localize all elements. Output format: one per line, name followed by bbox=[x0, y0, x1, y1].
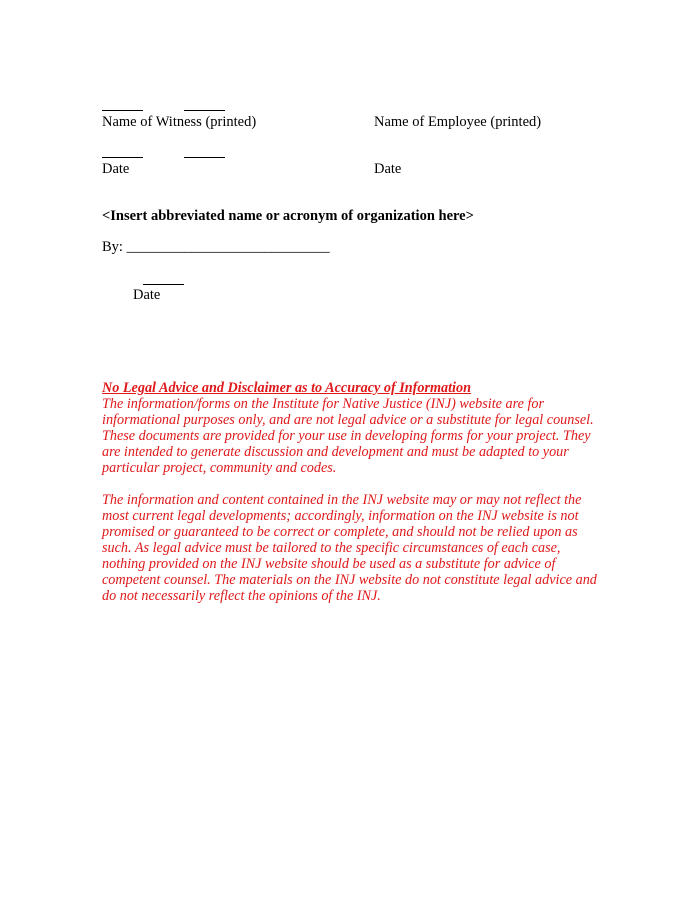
disclaimer-paragraph-2: The information and content contained in the INJ website may or may not reflect the most current legal developments; accordingly, information on the INJ website is not promised or guaranteed to be correct or complete, and should not be relied upon as such. As legal advice must be tailored to the specific circumstances of each case, nothing provided on the INJ website should be used as a substitute for advice of competent counsel. The materials on the INJ website do not constitute legal advice and do not necessarily reflect the opinions of the INJ. bbox=[102, 492, 597, 604]
witness-name-blank-1 bbox=[102, 110, 143, 111]
employee-name-label: Name of Employee (printed) bbox=[374, 114, 542, 130]
org-date-label: Date bbox=[133, 287, 161, 303]
disclaimer-section bbox=[102, 380, 602, 604]
witness-name-blank-2 bbox=[184, 110, 225, 111]
by-blank: ____________________________ bbox=[126, 239, 330, 255]
disclaimer-title: No Legal Advice and Disclaimer as to Accuracy of Information bbox=[102, 380, 471, 396]
witness-date-blank-1 bbox=[102, 157, 143, 158]
witness-date-blank-2 bbox=[184, 157, 225, 158]
employee-date-label: Date bbox=[374, 161, 402, 177]
witness-date-label: Date bbox=[102, 161, 130, 177]
organization-placeholder: <Insert abbreviated name or acronym of organization here> bbox=[102, 208, 474, 224]
witness-name-label: Name of Witness (printed) bbox=[102, 114, 257, 130]
by-signature-line bbox=[102, 239, 330, 256]
disclaimer-paragraph-1: The information/forms on the Institute for Native Justice (INJ) website are for informational purposes only, and are not legal advice or a substitute for legal counsel. These documents are provided for your use in developing forms for your project. They are intended to generate discussion and development and must be adapted to your particular project, community and codes. bbox=[102, 396, 594, 476]
by-label: By: bbox=[102, 239, 127, 255]
org-date-blank bbox=[143, 284, 184, 285]
